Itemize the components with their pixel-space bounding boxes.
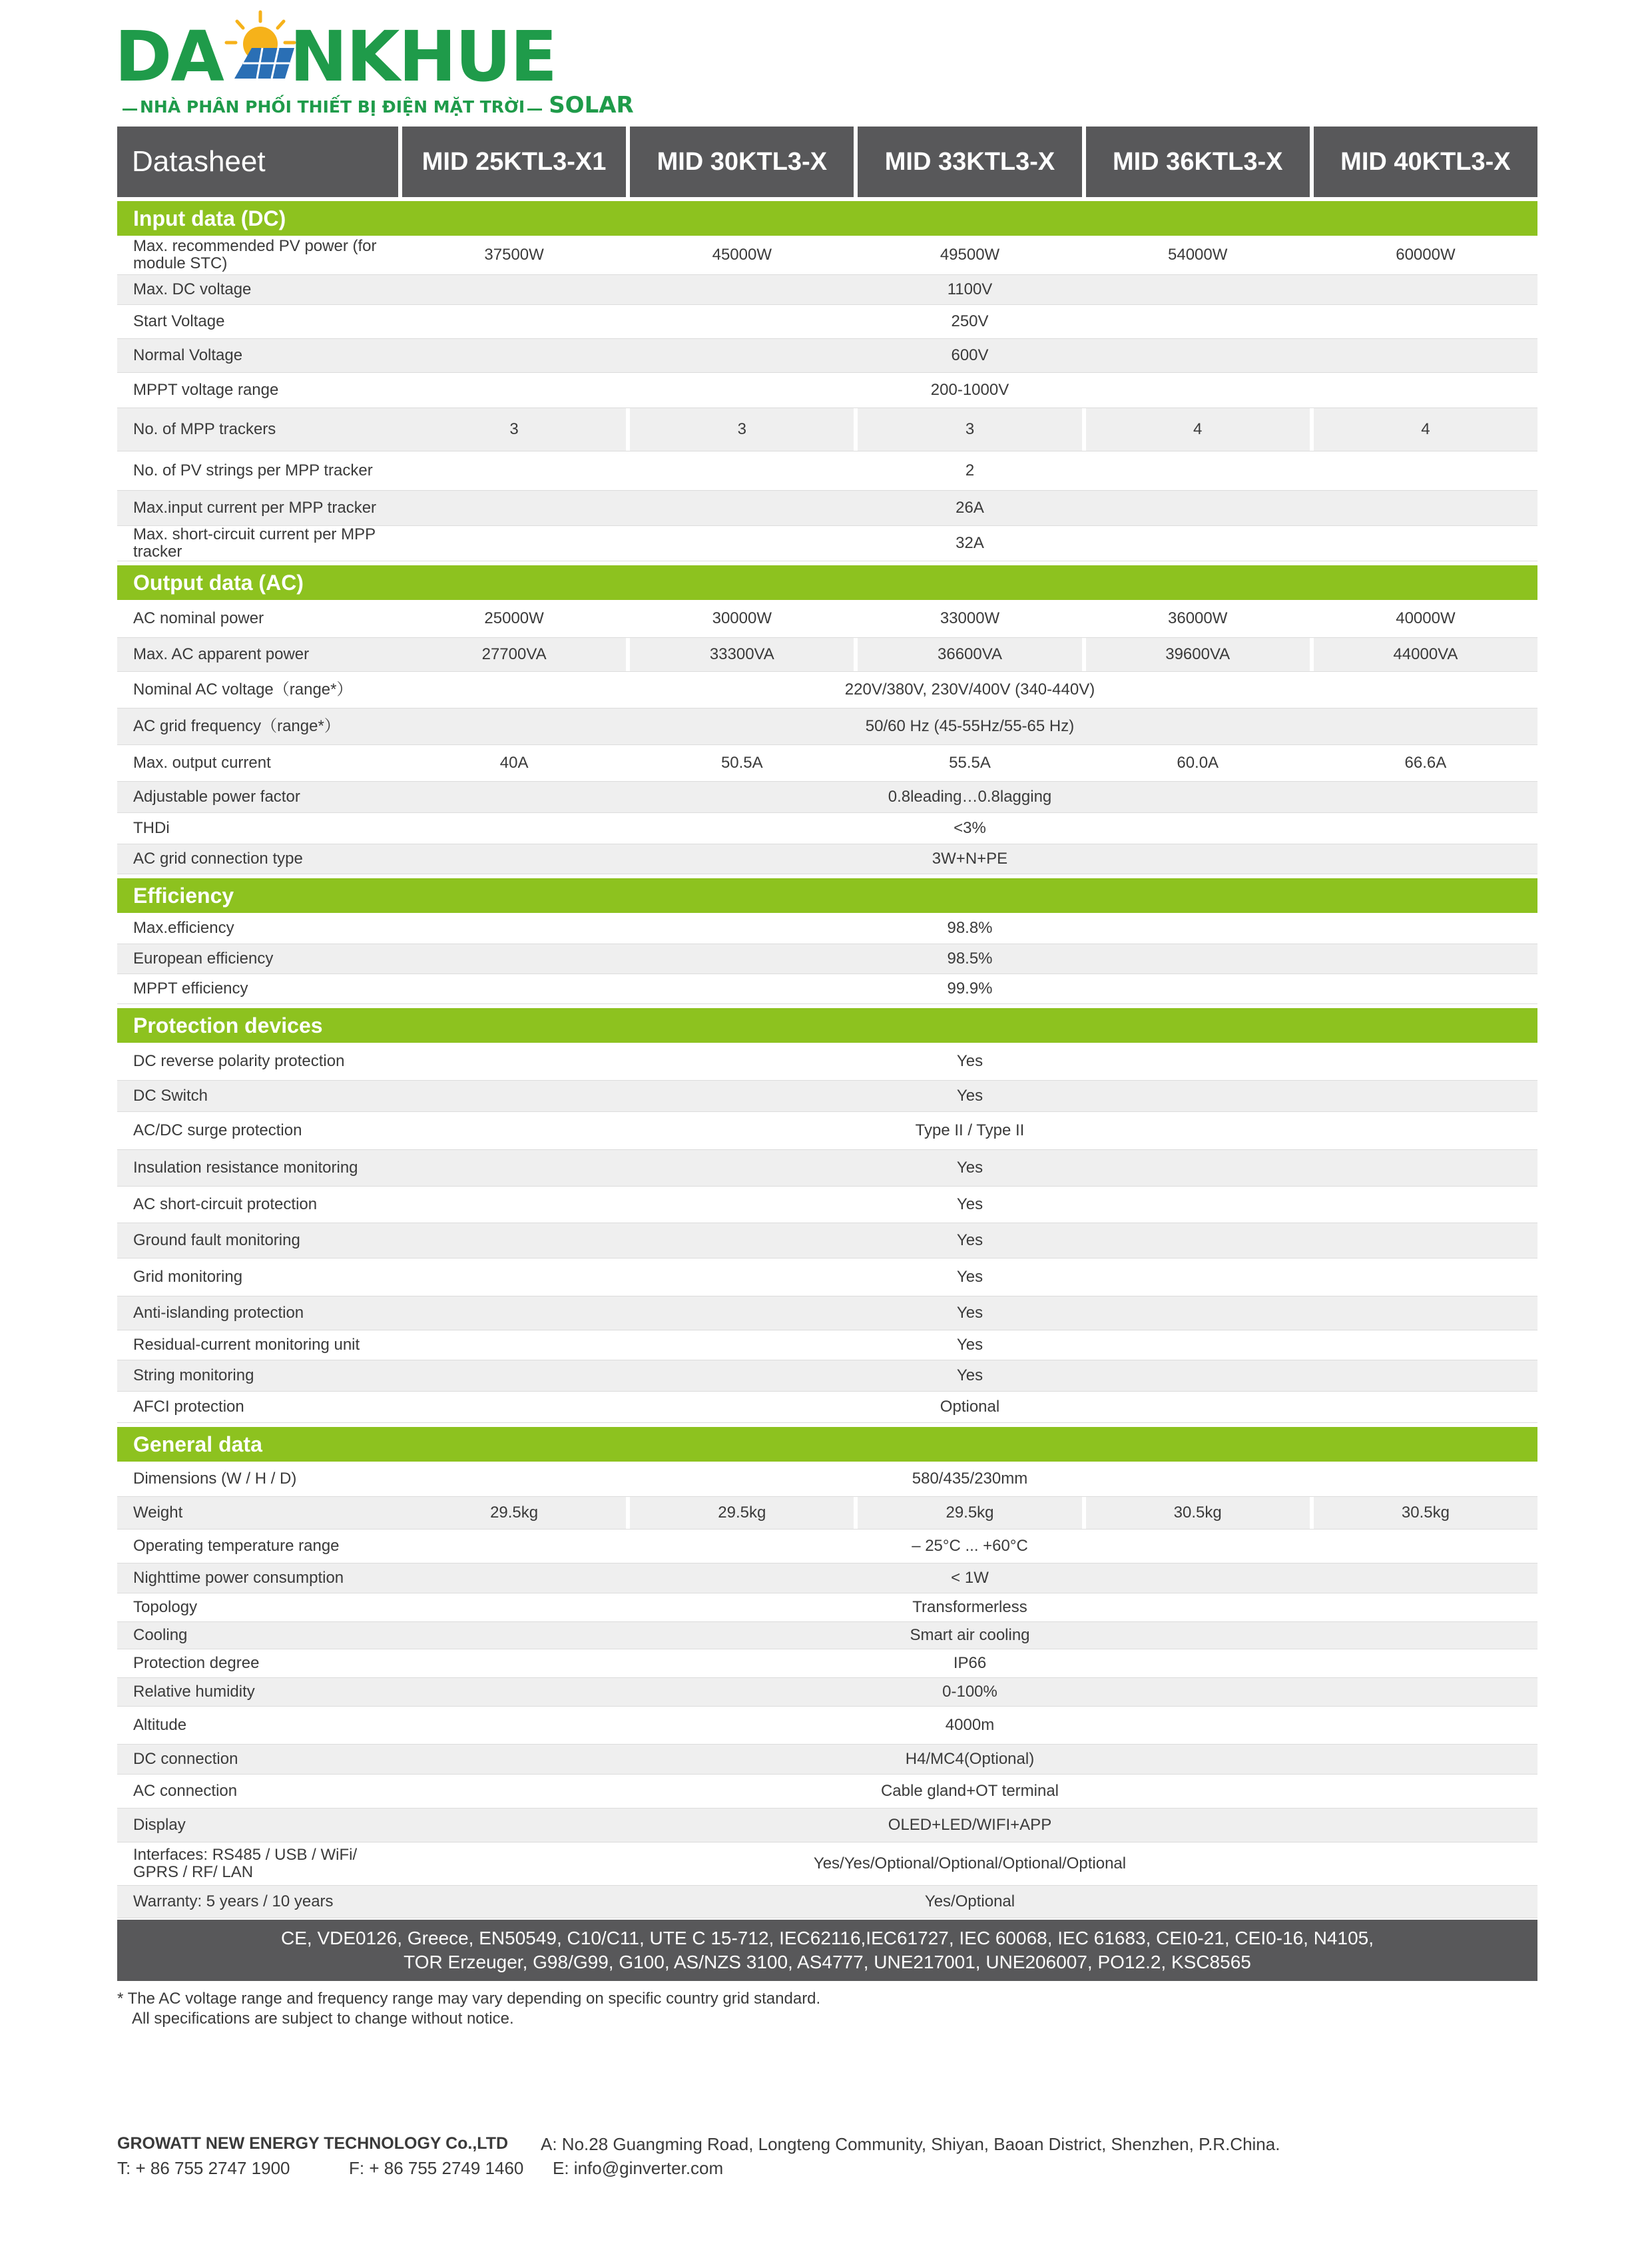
spec-label: Max.efficiency	[117, 913, 402, 944]
spec-label: DC connection	[117, 1745, 402, 1774]
spec-value: 98.5%	[402, 944, 1537, 974]
spec-value: 3W+N+PE	[402, 844, 1537, 874]
spec-value: 66.6A	[1310, 745, 1537, 781]
spec-label: Topology	[117, 1593, 402, 1621]
section-header: Output data (AC)	[117, 565, 1537, 600]
spec-label: Altitude	[117, 1707, 402, 1744]
spec-row	[117, 974, 1537, 1004]
spec-label: MPPT efficiency	[117, 974, 402, 1003]
spec-label: Insulation resistance monitoring	[117, 1150, 402, 1186]
spec-sections	[117, 201, 1537, 1918]
spec-row	[117, 600, 1537, 638]
spec-label: Interfaces: RS485 / USB / WiFi/ GPRS / RF/ LAN	[117, 1842, 402, 1885]
spec-value: 40000W	[1310, 600, 1537, 637]
datasheet-title: Datasheet	[117, 127, 398, 197]
spec-value: Yes	[402, 1043, 1537, 1080]
spec-value: 50/60 Hz (45-55Hz/55-65 Hz)	[402, 708, 1537, 744]
spec-row	[117, 491, 1537, 526]
spec-label: AC grid frequency（range*）	[117, 708, 402, 744]
spec-value: 25000W	[402, 600, 626, 637]
footnote: * The AC voltage range and frequency range may vary depending on specific country grid standard.	[117, 1990, 821, 2008]
spec-value: Yes	[402, 1081, 1537, 1111]
spec-value: Yes	[402, 1296, 1537, 1330]
spec-value: 33000W	[854, 600, 1081, 637]
spec-row	[117, 373, 1537, 408]
footnote: All specifications are subject to change without notice.	[132, 2010, 514, 2028]
spec-row	[117, 1043, 1537, 1081]
spec-value: Yes	[402, 1187, 1537, 1223]
model-column-header: MID 33KTL3-X	[858, 127, 1081, 197]
spec-value: 37500W	[402, 236, 626, 274]
spec-row	[117, 672, 1537, 708]
company-phone: T: + 86 755 2747 1900	[117, 2158, 290, 2178]
spec-value: <3%	[402, 813, 1537, 844]
spec-row	[117, 708, 1537, 745]
spec-value: 39600VA	[1082, 638, 1310, 671]
spec-row	[117, 1649, 1537, 1678]
spec-value: 220V/380V, 230V/400V (340-440V)	[402, 672, 1537, 708]
spec-label: Weight	[117, 1497, 402, 1529]
certifications-band	[117, 1920, 1537, 1981]
spec-value: 98.8%	[402, 913, 1537, 944]
spec-row	[117, 782, 1537, 813]
spec-row	[117, 1563, 1537, 1593]
spec-value: Yes	[402, 1259, 1537, 1296]
spec-row	[117, 1360, 1537, 1392]
spec-label: Cooling	[117, 1622, 402, 1649]
spec-label: THDi	[117, 813, 402, 844]
spec-value: 30000W	[626, 600, 854, 637]
spec-value: Yes/Optional	[402, 1886, 1537, 1918]
spec-label: Ground fault monitoring	[117, 1223, 402, 1258]
spec-row	[117, 944, 1537, 974]
spec-label: Start Voltage	[117, 305, 402, 338]
spec-value: 3	[626, 408, 854, 451]
spec-label: Grid monitoring	[117, 1259, 402, 1296]
spec-value: 4	[1082, 408, 1310, 451]
spec-value: 60.0A	[1082, 745, 1310, 781]
spec-value: 45000W	[626, 236, 854, 274]
spec-label: Protection degree	[117, 1649, 402, 1677]
spec-row	[117, 844, 1537, 874]
spec-row	[117, 408, 1537, 451]
spec-label: Dimensions (W / H / D)	[117, 1462, 402, 1496]
section-header: Efficiency	[117, 878, 1537, 913]
spec-row	[117, 1187, 1537, 1223]
spec-label: Max. DC voltage	[117, 275, 402, 304]
spec-value: 60000W	[1310, 236, 1537, 274]
spec-value: H4/MC4(Optional)	[402, 1745, 1537, 1774]
spec-row	[117, 1296, 1537, 1330]
spec-value: 600V	[402, 339, 1537, 372]
spec-value: 200-1000V	[402, 373, 1537, 408]
section-header: General data	[117, 1427, 1537, 1462]
spec-value: 2	[402, 451, 1537, 490]
spec-value: 1100V	[402, 275, 1537, 304]
spec-label: AFCI protection	[117, 1392, 402, 1422]
spec-value: < 1W	[402, 1563, 1537, 1593]
brand-tagline: NHÀ PHÂN PHỐI THIẾT BỊ ĐIỆN MẶT TRỜI SOLAR	[120, 93, 634, 122]
spec-label: Display	[117, 1809, 402, 1842]
spec-row	[117, 1259, 1537, 1296]
spec-value: Yes	[402, 1150, 1537, 1186]
spec-value: Yes	[402, 1360, 1537, 1391]
section-header: Protection devices	[117, 1008, 1537, 1043]
certifications-line: CE, VDE0126, Greece, EN50549, C10/C11, UTE C 15-712, IEC62116,IEC61727, IEC 60068, IEC 61683, CEI0-21, CEI0-16, N4105,	[280, 1928, 1374, 1948]
spec-row	[117, 451, 1537, 491]
spec-row	[117, 638, 1537, 672]
spec-label: AC grid connection type	[117, 844, 402, 874]
spec-value: – 25°C ... +60°C	[402, 1530, 1537, 1563]
spec-value: 54000W	[1082, 236, 1310, 274]
model-column-header: MID 30KTL3-X	[630, 127, 854, 197]
brand-name: DA NKHUE	[115, 16, 556, 97]
model-column-header: MID 36KTL3-X	[1086, 127, 1310, 197]
spec-label: Residual-current monitoring unit	[117, 1330, 402, 1360]
spec-value: Transformerless	[402, 1593, 1537, 1621]
section-header: Input data (DC)	[117, 201, 1537, 236]
spec-label: Warranty: 5 years / 10 years	[117, 1886, 402, 1918]
spec-label: Operating temperature range	[117, 1530, 402, 1563]
spec-row	[117, 1707, 1537, 1745]
spec-row	[117, 1497, 1537, 1530]
spec-label: No. of MPP trackers	[117, 408, 402, 451]
spec-label: Relative humidity	[117, 1678, 402, 1706]
model-column-header: MID 40KTL3-X	[1314, 127, 1537, 197]
brand-logo	[115, 7, 634, 119]
spec-label: Nominal AC voltage（range*）	[117, 672, 402, 708]
spec-label: European efficiency	[117, 944, 402, 974]
spec-row	[117, 1809, 1537, 1842]
model-column-header: MID 25KTL3-X1	[402, 127, 626, 197]
spec-row	[117, 275, 1537, 305]
spec-label: AC nominal power	[117, 600, 402, 637]
spec-label: Max. output current	[117, 745, 402, 781]
spec-value: Yes	[402, 1223, 1537, 1258]
spec-label: Adjustable power factor	[117, 782, 402, 812]
spec-label: Max. AC apparent power	[117, 638, 402, 671]
spec-value: 4	[1310, 408, 1537, 451]
datasheet-table	[117, 127, 1537, 2029]
spec-label: AC/DC surge protection	[117, 1112, 402, 1149]
spec-value: 250V	[402, 305, 1537, 338]
spec-row	[117, 1886, 1537, 1918]
spec-label: DC reverse polarity protection	[117, 1043, 402, 1080]
spec-label: Max. short-circuit current per MPP tracker	[117, 526, 402, 561]
spec-value: 30.5kg	[1082, 1497, 1310, 1529]
spec-label: AC connection	[117, 1775, 402, 1808]
spec-value: Optional	[402, 1392, 1537, 1422]
spec-value: 0-100%	[402, 1678, 1537, 1706]
spec-value: 36600VA	[854, 638, 1081, 671]
spec-row	[117, 1842, 1537, 1886]
company-email: E: info@ginverter.com	[553, 2158, 724, 2178]
spec-value: 0.8leading…0.8lagging	[402, 782, 1537, 812]
table-header	[117, 127, 1537, 197]
spec-value: 30.5kg	[1310, 1497, 1537, 1529]
spec-row	[117, 1392, 1537, 1423]
spec-row	[117, 236, 1537, 275]
spec-row	[117, 813, 1537, 844]
spec-value: 26A	[402, 491, 1537, 525]
spec-value: IP66	[402, 1649, 1537, 1677]
spec-label: Normal Voltage	[117, 339, 402, 372]
spec-row	[117, 1462, 1537, 1497]
spec-label: Anti-islanding protection	[117, 1296, 402, 1330]
spec-value: 49500W	[854, 236, 1081, 274]
certifications-line: TOR Erzeuger, G98/G99, G100, AS/NZS 3100, AS4777, UNE217001, UNE206007, PO12.2, KSC8565	[404, 1952, 1251, 1972]
spec-value: 29.5kg	[854, 1497, 1081, 1529]
spec-row	[117, 1150, 1537, 1187]
spec-value: 29.5kg	[626, 1497, 854, 1529]
footnotes	[117, 1989, 1537, 2029]
spec-row	[117, 1330, 1537, 1360]
spec-label: String monitoring	[117, 1360, 402, 1391]
spec-value: 40A	[402, 745, 626, 781]
spec-value: 33300VA	[626, 638, 854, 671]
spec-row	[117, 1593, 1537, 1622]
spec-value: 27700VA	[402, 638, 626, 671]
spec-label: Max. recommended PV power (for module STC)	[117, 236, 402, 274]
spec-value: 44000VA	[1310, 638, 1537, 671]
spec-row	[117, 1745, 1537, 1775]
spec-value: 55.5A	[854, 745, 1081, 781]
spec-row	[117, 339, 1537, 373]
spec-label: AC short-circuit protection	[117, 1187, 402, 1223]
spec-label: DC Switch	[117, 1081, 402, 1111]
spec-value: 29.5kg	[402, 1497, 626, 1529]
spec-row	[117, 1678, 1537, 1707]
spec-value: Yes/Yes/Optional/Optional/Optional/Optional	[402, 1842, 1537, 1885]
spec-value: 99.9%	[402, 974, 1537, 1003]
spec-row	[117, 1775, 1537, 1809]
company-name: GROWATT NEW ENERGY TECHNOLOGY Co.,LTD	[117, 2134, 509, 2153]
spec-value: 3	[854, 408, 1081, 451]
spec-row	[117, 1622, 1537, 1649]
spec-value: OLED+LED/WIFI+APP	[402, 1809, 1537, 1842]
spec-row	[117, 1081, 1537, 1112]
spec-value: 4000m	[402, 1707, 1537, 1744]
spec-value: 32A	[402, 526, 1537, 561]
spec-row	[117, 1530, 1537, 1563]
spec-label: Nighttime power consumption	[117, 1563, 402, 1593]
spec-value: 580/435/230mm	[402, 1462, 1537, 1496]
spec-value: Type II / Type II	[402, 1112, 1537, 1149]
spec-value: 3	[402, 408, 626, 451]
spec-row	[117, 1223, 1537, 1259]
spec-value: Cable gland+OT terminal	[402, 1775, 1537, 1808]
spec-row	[117, 1112, 1537, 1150]
company-fax: F: + 86 755 2749 1460	[349, 2158, 524, 2178]
spec-row	[117, 526, 1537, 561]
spec-label: Max.input current per MPP tracker	[117, 491, 402, 525]
spec-value: 36000W	[1082, 600, 1310, 637]
company-address: A: No.28 Guangming Road, Longteng Community, Shiyan, Baoan District, Shenzhen, P.R.China.	[541, 2134, 1280, 2154]
spec-value: Smart air cooling	[402, 1622, 1537, 1649]
spec-row	[117, 745, 1537, 782]
spec-label: MPPT voltage range	[117, 373, 402, 408]
spec-label: No. of PV strings per MPP tracker	[117, 451, 402, 490]
spec-row	[117, 913, 1537, 944]
spec-value: 50.5A	[626, 745, 854, 781]
spec-value: Yes	[402, 1330, 1537, 1360]
spec-row	[117, 305, 1537, 339]
